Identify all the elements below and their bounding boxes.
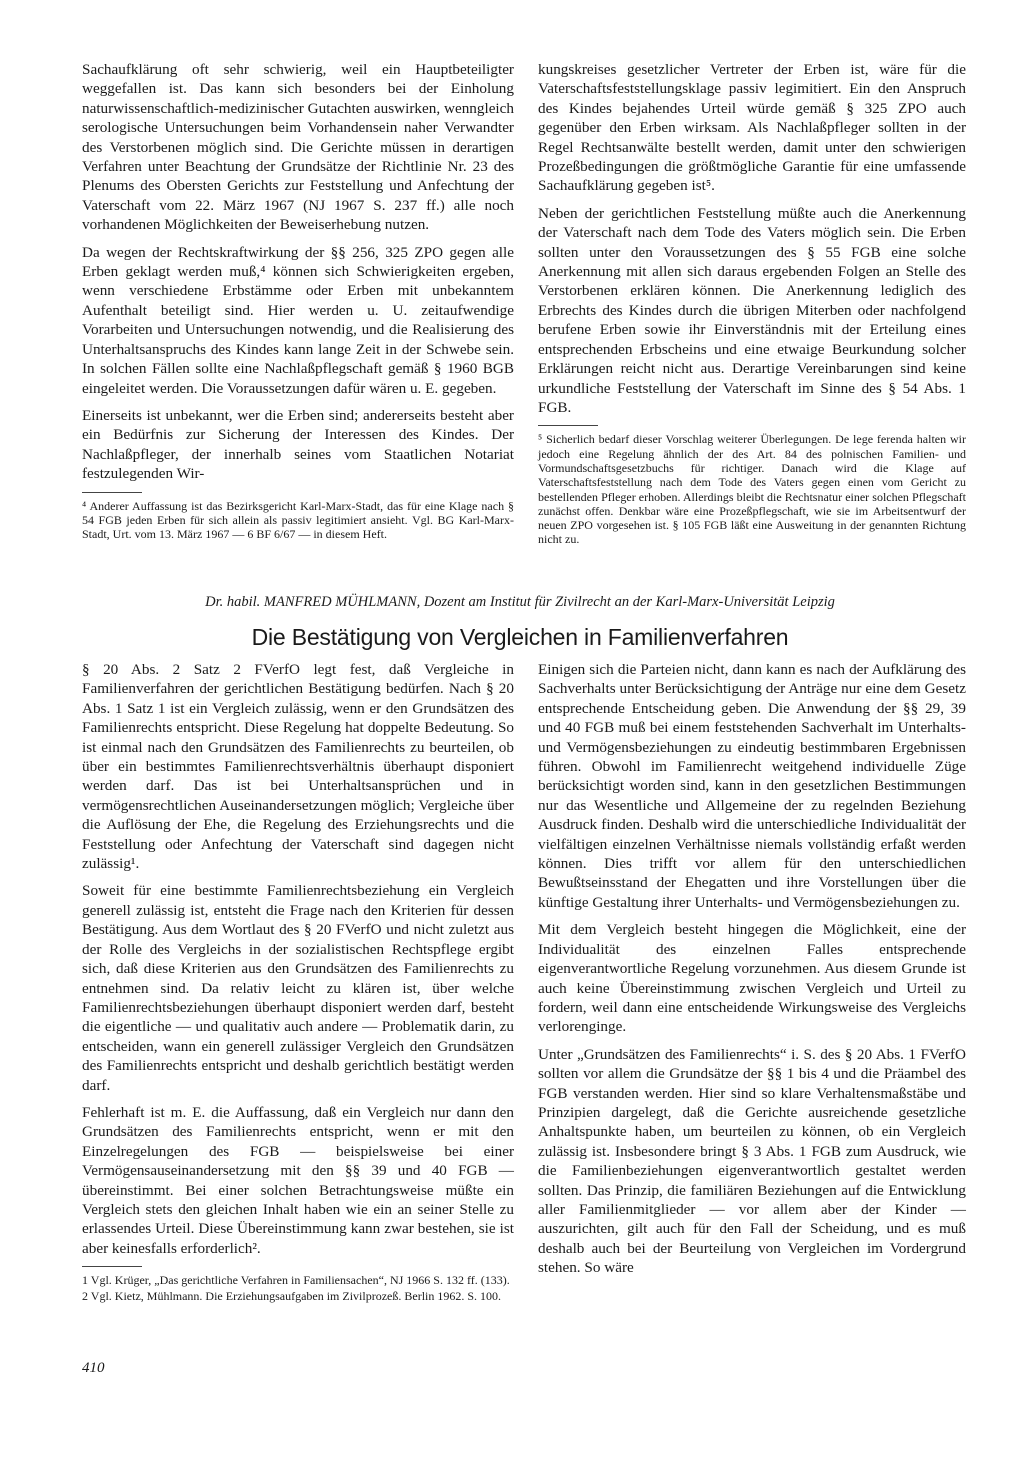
column-top-left xyxy=(82,60,514,543)
page-number: 410 xyxy=(82,1360,105,1376)
paragraph: Fehlerhaft ist m. E. die Auffassung, daß ein Vergleich nur dann den Grundsätzen des Familienrechts entspricht, wenn er mit den Einzelregelungen des FGB — beispielsweise bei einer Vermögensauseinandersetzung mit den §§ 39 und 40 FGB — übereinstimmt. Bei einer solchen Betrachtungsweise müßte ein Vergleich stets den gleichen Inhalt haben wie ein an seiner Stelle zu erlassendes Urteil. Diese Übereinstimmung kann zwar bestehen, sie ist aber keinesfalls erforderlich². xyxy=(82,1103,514,1257)
paragraph: Mit dem Vergleich besteht hingegen die Möglichkeit, eine der Individualität des einzelnen Falles entsprechende eigenverantwortliche Regelung vorzunehmen. Aus diesem Grunde ist auch keine Übereinstimmung zwischen Vergleich und Urteil zu fordern, weil dann eine entscheidende Wirkungsweise des Vergleichs verlorenginge. xyxy=(538,921,966,1036)
paragraph: Unter „Grundsätzen des Familienrechts“ i. S. des § 20 Abs. 1 FVerfO sollten vor allem die Grundsätze der §§ 1 bis 4 und die Präambel des FGB verstanden werden. Hier sind so klare Verhaltensmaßstäbe und Prinzipien dargelegt, daß die Gerichte ausreichende gesetzliche Anhaltspunkte haben, um beurteilen zu können, ob ein Vergleich zulässig ist. Insbesondere bringt § 3 Abs. 1 FGB zum Ausdruck, wie die Familienbeziehungen eigenverantwortlich gestaltet werden sollten. Das Prinzip, die familiären Beziehungen auf die Entwicklung aller Familienmitglieder — vor allem aber der Kinder — auszurichten, gilt auch für den Fall der Scheidung, und es muß deshalb auch bei der Beurteilung von Vergleichen im Vordergrund stehen. So wäre xyxy=(538,1045,966,1277)
column-bottom-left xyxy=(82,660,514,1306)
paragraph: Einigen sich die Parteien nicht, dann kann es nach der Aufklärung des Sachverhalts unter Berücksichtigung der Anträge nur eine dem Gesetz entsprechende Entscheidung geben. Die Anwendung der §§ 29, 39 und 40 FGB muß bei einem feststehenden Sachverhalt im Unterhalts- und Vermögensbeziehungen zu eindeutig bestimmbaren Ergebnissen führen. Obwohl im Familienrecht weitgehend individuelle Züge berücksichtigt worden sind, kann in den gesetzlichen Bestimmungen nur das Wesentliche und Allgemeine der zu regelnden Beziehung Ausdruck finden. Deshalb wird die unterschiedliche Individualität der vielfältigen einzelnen Verhältnisse niemals vollständig erfaßt werden können. Dies trifft vor allem für den unterschiedlichen Bewußtseinsstand der Ehegatten und ihre Vorstellungen über die künftige Gestaltung ihrer Unterhalts- und Vermögensbeziehungen zu. xyxy=(538,661,966,911)
paragraph: Soweit für eine bestimmte Familienrechtsbeziehung ein Vergleich generell zulässig ist, entsteht die Frage nach den Kriterien für dessen Bestätigung. Aus dem Wortlaut des § 20 FVerfO und nicht zuletzt aus der Rolle des Vergleichs in der sozialistischen Rechtspflege ergibt sich, daß diese Kriterien aus den Grundsätzen des Familienrechts zu entnehmen sind. Da relativ leicht zu klären ist, über welche Familienrechtsbeziehungen überhaupt disponiert werden darf, besteht die eigentliche — und qualitativ auch andere — Problematik darin, zu entscheiden, wann ein generell zulässiger Vergleich den Grundsätzen des Familienrechts entspricht und deshalb gerichtlich bestätigt werden darf. xyxy=(82,882,514,1094)
paragraph: Neben der gerichtlichen Feststellung müßte auch die Anerkennung der Vaterschaft nach dem Tode des Vaters möglich sein. Die Erben sollten unter den Voraussetzungen des § 55 FGB eine solche Anerkennung mit allen sich daraus ergebenden Folgen an Stelle des Verstorbenen erklären können. Die Anerkennung lediglich des Erbrechts des Kindes durch die übrigen Miterben oder nachfolgend berufene Erben sowie ihr Einverständnis mit der Erteilung eines entsprechenden Erbscheins und eine etwaige Beurkundung solcher Erklärungen reicht nicht aus. Derartige Vereinbarungen sind keine urkundliche Feststellung der Vaterschaft im Sinne des § 54 Abs. 1 FGB. xyxy=(538,204,966,416)
paragraph: Sachaufklärung oft sehr schwierig, weil ein Hauptbeteiligter weggefallen ist. Das kann sich besonders bei der Einholung naturwissenschaftlich-medizinischer Gutachten auswirken, wenngleich serologische Untersuchungen beim Vorhandensein naher Verwandter des Verstorbenen möglich sind. Die Gerichte müssen in derartigen Verfahren unter Beachtung der Grundsätze der Richtlinie Nr. 23 des Plenums des Obersten Gerichts zur Feststellung und Anfechtung der Vaterschaft vom 22. März 1967 (NJ 1967 S. 237 ff.) alle noch vorhandenen Möglichkeiten der Beweiserhebung nutzen. xyxy=(82,61,514,234)
footnote-2: 2 Vgl. Kietz, Mühlmann. Die Erziehungsaufgaben im Zivilprozeß. Berlin 1962. S. 100. xyxy=(82,1289,502,1304)
paragraph: Einerseits ist unbekannt, wer die Erben sind; andererseits besteht aber ein Bedürfnis zur Sicherung der Interessen des Kindes. Der Nachlaßpfleger, der innerhalb seines vom Staatlichen Notariat festzulegenden Wir- xyxy=(82,406,514,483)
footnote-5: ⁵ Sicherlich bedarf dieser Vorschlag weiterer Überlegungen. De lege ferenda halten wir jedoch eine Regelung ähnlich der des Art. 84 des polnischen Familien- und Vormundschaftsgesetzbuchs für richtiger. Danach wird die Klage auf Vaterschaftsfeststellung nach dem Tode des Vaters gegen einen vom Gericht zu bestellenden Pfleger erhoben. Allerdings bleibt die Rechtsnatur einer solchen Pflegschaft zunächst offen. Denkbar wäre eine Prozeßpflegschaft, wie sie im Arbeitsentwurf der neuen ZPO vorgesehen ist. § 105 FGB läßt eine Ausweitung in der genannten Richtung nicht zu. xyxy=(538,432,966,547)
footnote-4: ⁴ Anderer Auffassung ist das Bezirksgericht Karl-Marx-Stadt, das für eine Klage nach § 54 FGB jeden Erben für sich allein als passiv legitimiert ansieht. Vgl. BG Karl-Marx-Stadt, Urt. vom 13. März 1967 — 6 BF 6/67 — in diesem Heft. xyxy=(82,498,514,542)
paragraph: Da wegen der Rechtskraftwirkung der §§ 256, 325 ZPO gegen alle Erben geklagt werden muß,⁴ können sich Schwierigkeiten ergeben, wenn verschiedene Erbstämme oder Erben mit unbekanntem Aufenthalt beteiligt sind. Hier werden u. U. zeitaufwendige Vorarbeiten und Untersuchungen notwendig, und die Realisierung des Unterhaltsanspruchs des Kindes kann lange Zeit in der Schwebe sein. In solchen Fällen sollte eine Nachlaßpflegschaft gemäß § 1960 BGB eingeleitet werden. Die Voraussetzungen dafür wären u. E. gegeben. xyxy=(82,243,514,397)
paragraph: § 20 Abs. 2 Satz 2 FVerfO legt fest, daß Vergleiche in Familienverfahren der gerichtlichen Bestätigung bedürfen. Nach § 20 Abs. 1 Satz 1 ist ein Vergleich zulässig, wenn er den Grundsätzen des Familienrechts entspricht. Diese Regelung hat doppelte Bedeutung. So ist einmal nach den Grundsätzen des Familienrechts zu beurteilen, ob über ein bestimmtes Familienrechtsverhältnis überhaupt disponiert werden darf. Das ist bei Unterhaltsansprüchen und in vermögensrechtlichen Auseinandersetzungen möglich; Vergleiche über die Auflösung der Ehe, die Regelung des Erziehungsrechts und die Feststellung oder Anfechtung der Vaterschaft sind dagegen nicht zulässig¹. xyxy=(82,661,514,873)
paragraph: kungskreises gesetzlicher Vertreter der Erben ist, wäre für die Vaterschaftsfeststellungsklage passiv legimitiert. Ein den Anspruch des Kindes bejahendes Urteil würde gemäß § 325 ZPO auch gegenüber den Erben wirksam. Als Nachlaßpfleger sollten in der Regel Rechtsanwälte bestellt werden, damit unter den schwierigen Prozeßbedingungen die größtmögliche Garantie für eine umfassende Sachaufklärung gegeben ist⁵. xyxy=(538,61,966,195)
footnote-1: 1 Vgl. Krüger, „Das gerichtliche Verfahren in Familiensachen“, NJ 1966 S. 132 ff. (133). xyxy=(82,1273,510,1288)
author-byline: Dr. habil. MANFRED MÜHLMANN, Dozent am Institut für Zivilrecht an der Karl-Marx-Universität Leipzig xyxy=(205,594,835,610)
footnote-divider xyxy=(82,1266,142,1267)
footnote-divider xyxy=(82,492,142,493)
column-top-right xyxy=(538,60,966,549)
footnote-divider xyxy=(538,425,598,426)
column-bottom-right xyxy=(538,660,966,1286)
article-title: Die Bestätigung von Vergleichen in Familienverfahren xyxy=(251,624,789,650)
